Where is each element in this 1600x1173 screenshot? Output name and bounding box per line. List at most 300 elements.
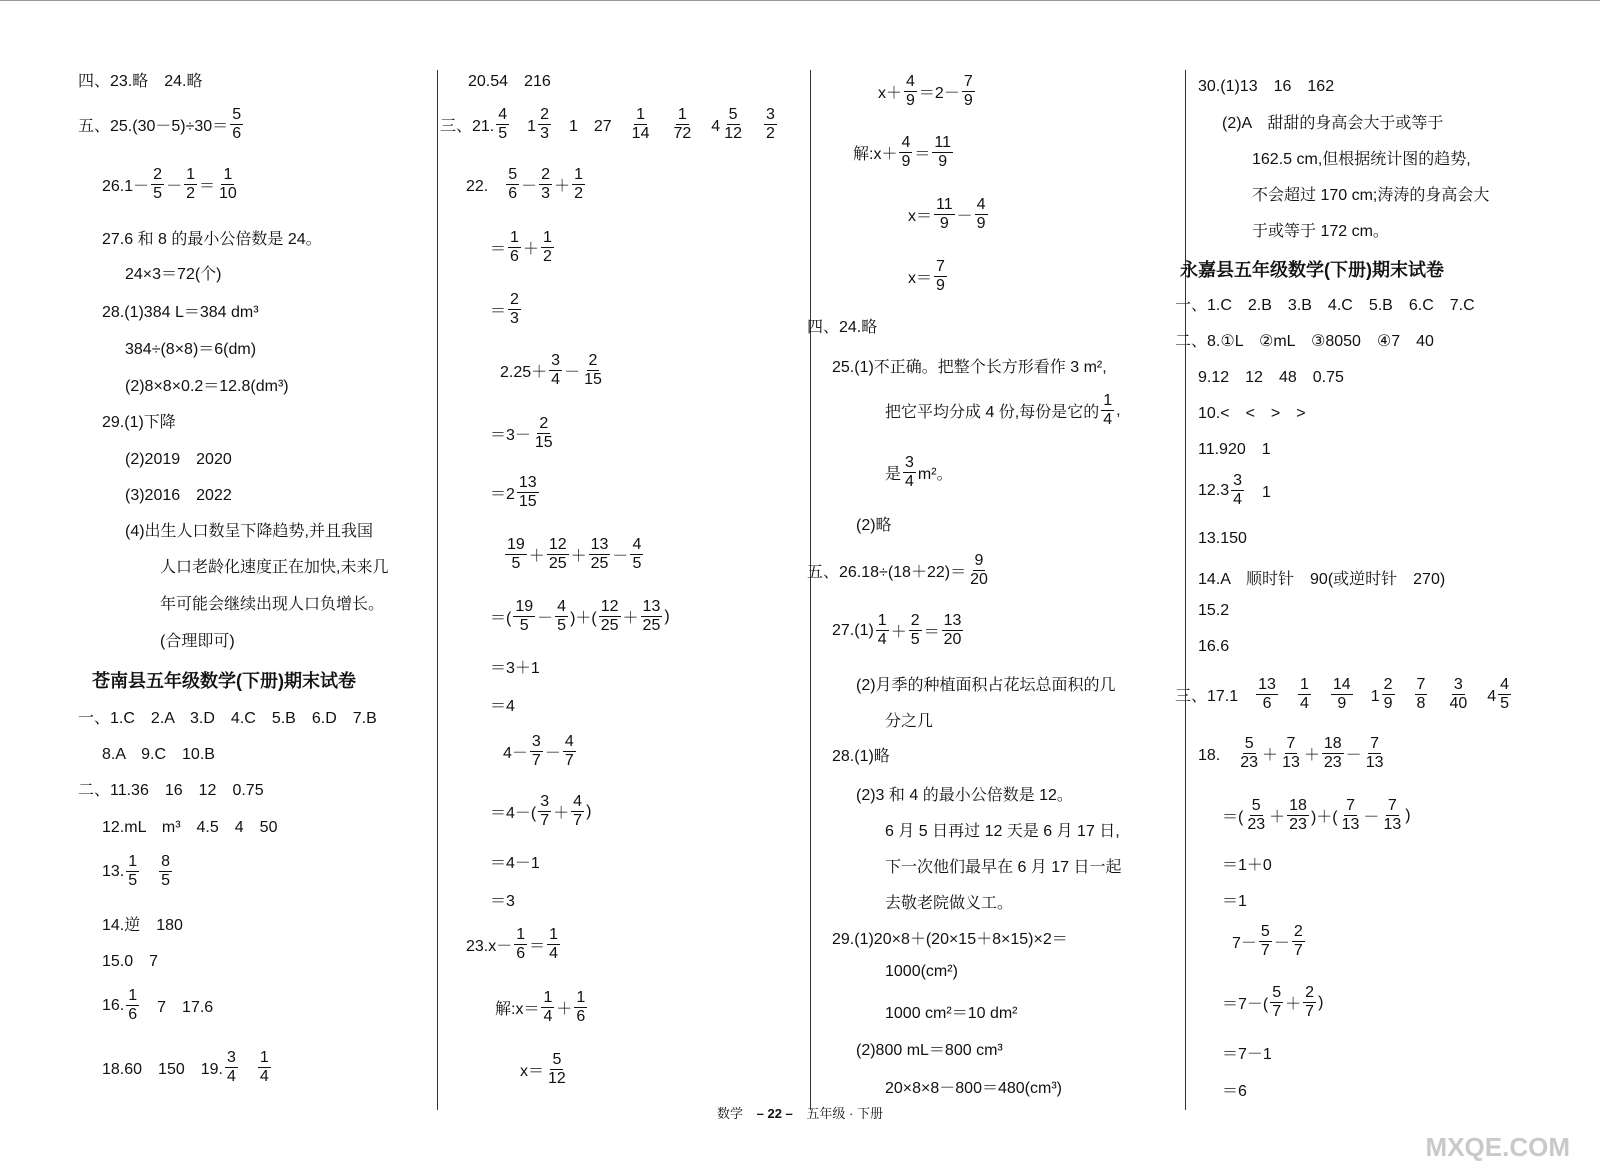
numerator: 14 xyxy=(1332,676,1351,693)
answer-text: (2)月季的种植面积占花坛总面积的几 xyxy=(856,677,1116,694)
answer-text: 是 xyxy=(885,466,902,483)
numerator: 1 xyxy=(549,926,559,943)
answer-text: 五、26.18÷(18＋22)＝ xyxy=(807,564,967,581)
answer-line xyxy=(125,373,289,396)
answer-line xyxy=(807,314,877,337)
numerator: 1 xyxy=(223,166,233,183)
answer-text: ＝4－( xyxy=(490,805,537,822)
denominator: 5 xyxy=(519,617,529,634)
answer-text: (2)2019 2020 xyxy=(125,451,232,468)
answer-line xyxy=(885,1075,1062,1098)
denominator: 9 xyxy=(976,215,986,232)
denominator: 20 xyxy=(970,571,988,588)
fraction xyxy=(582,352,604,389)
numerator: 4 xyxy=(632,536,642,553)
answer-text: ＝1＋0 xyxy=(1222,857,1272,874)
answer-line xyxy=(1222,1078,1247,1101)
denominator: 7 xyxy=(531,752,541,769)
answer-text: － xyxy=(612,548,629,565)
answer-text: ) xyxy=(586,802,592,820)
fraction xyxy=(975,196,988,233)
answer-text: ＋ xyxy=(522,241,539,258)
answer-line xyxy=(490,693,515,716)
answer-line xyxy=(490,655,540,678)
numerator: 3 xyxy=(551,352,561,369)
answer-text: ＝3＋1 xyxy=(490,660,540,677)
answer-line xyxy=(885,890,1013,913)
fraction xyxy=(547,536,569,573)
answer-line xyxy=(856,1037,1003,1060)
numerator: 3 xyxy=(531,733,541,750)
answer-line xyxy=(908,196,990,233)
answer-text: ＝ xyxy=(490,241,507,258)
answer-text: 18. xyxy=(1198,747,1237,764)
numerator: 4 xyxy=(1500,676,1510,693)
numerator: 4 xyxy=(557,598,567,615)
denominator: 15 xyxy=(584,371,602,388)
denominator: 23 xyxy=(1247,816,1266,833)
answer-text: x＝ xyxy=(520,1063,545,1080)
answer-line xyxy=(1198,566,1445,589)
numerator: 5 xyxy=(1260,923,1270,940)
answer-line xyxy=(102,987,213,1024)
fraction xyxy=(899,134,912,171)
answer-text: 28.(1)略 xyxy=(832,748,890,765)
answer-text xyxy=(1280,683,1296,706)
footer-subject: 数学 xyxy=(717,1106,744,1121)
answer-line xyxy=(832,354,1107,377)
denominator: 5 xyxy=(511,555,521,572)
numerator: 3 xyxy=(766,106,775,123)
answer-text: 15.0 7 xyxy=(102,953,159,970)
answer-text: 28.(1)384 L＝384 dm³ xyxy=(102,304,259,321)
answer-text: 162.5 cm,但根据统计图的趋势, xyxy=(1252,151,1471,168)
answer-line xyxy=(466,926,562,963)
numerator: 7 xyxy=(936,258,945,275)
numerator: 8 xyxy=(161,853,171,870)
denominator: 25 xyxy=(548,555,567,572)
answer-line xyxy=(1198,436,1271,459)
answer-text: 解:x＝ xyxy=(495,1001,540,1018)
fraction xyxy=(909,612,922,649)
answer-line xyxy=(160,554,388,577)
fraction xyxy=(1415,676,1428,713)
denominator: 4 xyxy=(551,371,561,388)
answer-text: 于或等于 172 cm。 xyxy=(1252,223,1389,240)
denominator: 13 xyxy=(1282,754,1300,771)
answer-text: 7 17.6 xyxy=(141,999,214,1016)
answer-line xyxy=(503,536,645,573)
fraction xyxy=(126,987,139,1024)
numerator: 2 xyxy=(510,291,519,308)
fraction xyxy=(934,196,955,233)
answer-text: ＝3－ xyxy=(490,427,531,444)
answer-line xyxy=(490,474,541,511)
answer-line xyxy=(125,446,232,469)
denominator: 7 xyxy=(1293,942,1303,959)
answer-line xyxy=(1222,1041,1272,1064)
top-border xyxy=(0,0,1600,1)
answer-text: ＋ xyxy=(622,610,639,627)
answer-line xyxy=(885,454,953,491)
answer-line xyxy=(1222,852,1272,875)
answer-text: )＋( xyxy=(1310,809,1338,826)
fraction xyxy=(876,612,889,649)
answer-line xyxy=(1252,218,1389,241)
answer-text: ＋ xyxy=(890,624,907,641)
answer-line xyxy=(490,598,670,635)
answer-text: － xyxy=(537,610,554,627)
answer-text: (3)2016 2022 xyxy=(125,487,232,504)
fraction xyxy=(563,733,576,770)
answer-line xyxy=(495,989,589,1026)
answer-text: 11.920 1 xyxy=(1198,441,1271,458)
answer-line xyxy=(1198,472,1271,509)
denominator: 9 xyxy=(936,277,945,294)
answer-text: 14.A 顺时针 90(或逆时针 270) xyxy=(1198,571,1446,588)
answer-text: 29.(1)下降 xyxy=(102,414,176,431)
denominator: 5 xyxy=(910,631,920,648)
answer-text: 20×8×8－800＝480(cm³) xyxy=(885,1080,1062,1097)
numerator: 2 xyxy=(541,166,551,183)
answer-text: 16.6 xyxy=(1198,638,1230,655)
fraction xyxy=(1303,984,1316,1021)
answer-line xyxy=(1198,735,1387,772)
answer-text: ＝7－( xyxy=(1222,996,1269,1013)
fraction xyxy=(1101,392,1114,429)
numerator: 7 xyxy=(1416,676,1426,693)
answer-text: 29.(1)20×8＋(20×15＋8×15)×2＝ xyxy=(832,931,1068,948)
answer-line xyxy=(1232,923,1307,960)
numerator: 3 xyxy=(1233,472,1243,489)
answer-text: 30.(1)13 16 162 xyxy=(1198,78,1335,95)
answer-line xyxy=(1198,602,1229,620)
numerator: 4 xyxy=(498,106,508,123)
numerator: 2 xyxy=(588,352,598,369)
answer-line xyxy=(1198,364,1344,387)
answer-text: 18.60 150 19. xyxy=(102,1061,223,1078)
fraction xyxy=(722,106,744,143)
numerator: 3 xyxy=(1453,676,1463,693)
denominator: 3 xyxy=(540,125,549,142)
denominator: 6 xyxy=(516,945,526,962)
denominator: 7 xyxy=(540,812,550,829)
numerator: 5 xyxy=(232,106,242,123)
denominator: 4 xyxy=(226,1068,236,1085)
fraction xyxy=(571,793,584,830)
fraction xyxy=(547,926,560,963)
answer-text: ＝3 xyxy=(490,893,515,910)
answer-line xyxy=(885,708,933,731)
numerator: 1 xyxy=(543,989,553,1006)
answer-line xyxy=(102,741,215,764)
answer-text: 6 月 5 日再过 12 天是 6 月 17 日, xyxy=(885,823,1120,840)
answer-line xyxy=(125,336,256,359)
denominator: 4 xyxy=(877,631,887,648)
answer-text: 27.6 和 8 的最小公倍数是 24。 xyxy=(102,231,322,248)
fraction xyxy=(641,598,663,635)
answer-text xyxy=(240,1056,256,1079)
answer-text: 4 xyxy=(1471,688,1497,705)
denominator: 40 xyxy=(1449,695,1468,712)
answer-text: 永嘉县五年级数学(下册)期末试卷 xyxy=(1180,260,1444,280)
answer-line xyxy=(807,552,992,589)
answer-text: 12.3 xyxy=(1198,481,1230,499)
denominator: 10 xyxy=(219,185,237,202)
answer-text: 13.150 xyxy=(1198,530,1247,547)
answer-text: (2)3 和 4 的最小公倍数是 12。 xyxy=(856,787,1073,804)
fraction xyxy=(126,853,139,890)
fraction xyxy=(230,106,243,143)
answer-text: ＝6 xyxy=(1222,1083,1247,1100)
answer-line xyxy=(490,415,557,452)
answer-line xyxy=(885,963,958,981)
numerator: 4 xyxy=(564,733,574,750)
numerator: 1 xyxy=(128,987,138,1004)
answer-text: 不会超过 170 cm;涛涛的身高会大 xyxy=(1252,187,1490,204)
denominator: 13 xyxy=(1341,816,1360,833)
answer-text: 16. xyxy=(102,996,125,1014)
answer-text: － xyxy=(956,208,973,225)
numerator: 5 xyxy=(1272,984,1282,1001)
fraction xyxy=(903,454,916,491)
answer-text: － xyxy=(1345,747,1362,764)
answer-text xyxy=(1313,683,1329,706)
denominator: 9 xyxy=(1337,695,1347,712)
numerator: 7 xyxy=(963,73,973,90)
answer-text: 22. xyxy=(466,178,505,195)
denominator: 15 xyxy=(518,493,537,510)
page-number: – 22 – xyxy=(756,1106,793,1121)
answer-text: 7－ xyxy=(1232,935,1257,952)
answer-text: 分之几 xyxy=(885,713,934,730)
denominator: 9 xyxy=(939,215,949,232)
answer-line xyxy=(102,948,158,971)
numerator: 1 xyxy=(677,106,687,123)
denominator: 23 xyxy=(1323,754,1342,771)
numerator: 1 xyxy=(186,166,195,183)
answer-text xyxy=(746,113,762,136)
fraction xyxy=(1280,735,1302,772)
numerator: 7 xyxy=(1387,797,1397,814)
fraction xyxy=(538,793,551,830)
answer-text: 四、24.略 xyxy=(807,319,878,336)
answer-line xyxy=(1252,146,1471,169)
answer-text: － xyxy=(564,364,581,381)
denominator: 23 xyxy=(1289,816,1307,833)
answer-text: 五、25.(30－5)÷30＝ xyxy=(78,118,229,135)
answer-line xyxy=(102,299,259,322)
numerator: 4 xyxy=(901,134,911,151)
answer-text: 1 xyxy=(511,118,537,135)
numerator: 11 xyxy=(934,134,951,151)
numerator: 13 xyxy=(590,536,609,553)
answer-line xyxy=(1175,676,1513,713)
page-footer xyxy=(0,1103,1600,1122)
answer-text: 苍南县五年级数学(下册)期末试卷 xyxy=(92,671,356,691)
fraction xyxy=(541,989,554,1026)
answer-text: (2)A 甜甜的身高会大于或等于 xyxy=(1222,115,1444,132)
answer-text: ＝ xyxy=(914,146,931,163)
answer-text: , xyxy=(1116,401,1121,419)
fraction xyxy=(932,134,953,171)
numerator: 5 xyxy=(1251,797,1261,814)
fraction xyxy=(541,229,554,266)
answer-text: 去敬老院做义工。 xyxy=(885,895,1014,912)
answer-line xyxy=(856,672,1116,695)
fraction xyxy=(1364,735,1386,772)
answer-line xyxy=(1175,292,1475,315)
fraction xyxy=(533,415,555,452)
denominator: 6 xyxy=(576,1008,586,1025)
numerator: 2 xyxy=(910,612,920,629)
answer-text: )＋( xyxy=(570,610,597,627)
numerator: 2 xyxy=(540,106,549,123)
numerator: 7 xyxy=(1346,797,1355,814)
answer-line xyxy=(878,73,977,110)
numerator: 12 xyxy=(548,536,567,553)
numerator: 2 xyxy=(153,166,163,183)
denominator: 25 xyxy=(600,617,619,634)
fraction xyxy=(1231,472,1244,509)
answer-line xyxy=(1222,888,1247,911)
answer-line xyxy=(1222,110,1443,133)
answer-text: ＋ xyxy=(1262,747,1279,764)
numerator: 18 xyxy=(1323,735,1342,752)
fraction xyxy=(574,989,587,1026)
denominator: 23 xyxy=(1240,754,1259,771)
numerator: 3 xyxy=(540,793,550,810)
denominator: 7 xyxy=(573,812,583,829)
numerator: 1 xyxy=(576,989,586,1006)
fraction xyxy=(1322,735,1344,772)
fraction xyxy=(546,1051,568,1088)
denominator: 5 xyxy=(632,555,642,572)
answer-line xyxy=(160,628,235,651)
denominator: 13 xyxy=(1383,816,1402,833)
answer-text: ＋ xyxy=(570,548,587,565)
denominator: 4 xyxy=(543,1008,553,1025)
numerator: 4 xyxy=(906,73,915,90)
fraction xyxy=(934,258,947,295)
answer-line xyxy=(885,818,1120,841)
denominator: 13 xyxy=(1365,754,1384,771)
numerator: 7 xyxy=(1370,735,1380,752)
column-divider xyxy=(437,70,438,1110)
numerator: 2 xyxy=(1383,676,1393,693)
numerator: 5 xyxy=(552,1051,562,1068)
answer-line xyxy=(885,1000,1018,1023)
fraction xyxy=(1382,676,1395,713)
answer-line xyxy=(125,482,232,505)
answer-text: 10.< < > > xyxy=(1198,405,1306,422)
answer-text: ＋ xyxy=(553,805,570,822)
answer-text: 四、23.略 24.略 xyxy=(78,73,203,90)
numerator: 1 xyxy=(542,229,552,246)
denominator: 20 xyxy=(943,631,962,648)
denominator: 7 xyxy=(1260,942,1270,959)
answer-text: ＋ xyxy=(528,548,545,565)
answer-line xyxy=(520,1051,570,1088)
answer-text: ＝ xyxy=(923,624,940,641)
answer-text: － xyxy=(1363,809,1380,826)
answer-text: ＝ xyxy=(490,303,507,320)
answer-text: 12.mL m³ 4.5 4 50 xyxy=(102,819,278,836)
answer-text: (2)略 xyxy=(856,517,892,534)
denominator: 5 xyxy=(128,872,138,889)
footer-grade: 五年级 · 下册 xyxy=(806,1106,883,1121)
fraction xyxy=(505,536,527,573)
answer-line xyxy=(490,229,556,266)
fraction xyxy=(508,229,521,266)
numerator: 18 xyxy=(1289,797,1307,814)
fraction xyxy=(1381,797,1403,834)
watermark-logo: MXQE.COM xyxy=(1425,1132,1570,1162)
numerator: 1 xyxy=(259,1049,269,1066)
answer-text: ＋ xyxy=(1285,996,1302,1013)
fraction xyxy=(539,166,552,203)
fraction xyxy=(962,73,975,110)
answer-line xyxy=(1198,73,1334,96)
fraction xyxy=(217,166,239,203)
denominator: 9 xyxy=(906,92,915,109)
numerator: 2 xyxy=(1305,984,1315,1001)
answer-line xyxy=(908,258,949,295)
answer-text: － xyxy=(521,178,538,195)
numerator: 1 xyxy=(1103,392,1113,409)
answer-line xyxy=(1222,797,1411,834)
answer-text: ＝( xyxy=(490,610,512,627)
answer-text: 23.x－ xyxy=(466,938,513,955)
fraction xyxy=(630,536,643,573)
denominator: 2 xyxy=(574,185,583,202)
fraction xyxy=(589,536,611,573)
answer-text: 人口老龄化速度正在加快,未来几 xyxy=(160,559,389,576)
numerator: 2 xyxy=(1293,923,1303,940)
answer-text: ＝2 xyxy=(490,486,515,503)
denominator: 5 xyxy=(557,617,567,634)
answer-text: 1000(cm²) xyxy=(885,963,958,980)
fraction xyxy=(496,106,509,143)
fraction xyxy=(942,612,964,649)
answer-text: (2)800 mL＝800 cm³ xyxy=(856,1042,1003,1059)
answer-line xyxy=(1222,984,1323,1021)
answer-line xyxy=(856,782,1073,805)
answer-text: 1 xyxy=(1354,688,1380,705)
answer-text: 解:x＋ xyxy=(853,146,898,163)
answer-line xyxy=(78,68,203,91)
numerator: 13 xyxy=(642,598,661,615)
numerator: 3 xyxy=(905,454,914,471)
fraction xyxy=(630,106,652,143)
answer-text: 2.25＋ xyxy=(500,364,548,381)
answer-text: x＝ xyxy=(908,208,933,225)
answer-text: 20.54 216 xyxy=(468,73,551,90)
denominator: 5 xyxy=(1500,695,1510,712)
answer-line xyxy=(490,888,515,911)
numerator: 1 xyxy=(574,166,583,183)
answer-text: 二、8.①L ②mL ③8050 ④7 40 xyxy=(1175,333,1434,350)
fraction xyxy=(1447,676,1469,713)
denominator: 6 xyxy=(232,125,242,142)
fraction xyxy=(671,106,693,143)
answer-text: ＋ xyxy=(554,178,571,195)
fraction xyxy=(572,166,585,203)
answer-text: ＋ xyxy=(1303,747,1320,764)
denominator: 9 xyxy=(963,92,973,109)
fraction xyxy=(1287,797,1309,834)
answer-text: ＋ xyxy=(1269,809,1286,826)
